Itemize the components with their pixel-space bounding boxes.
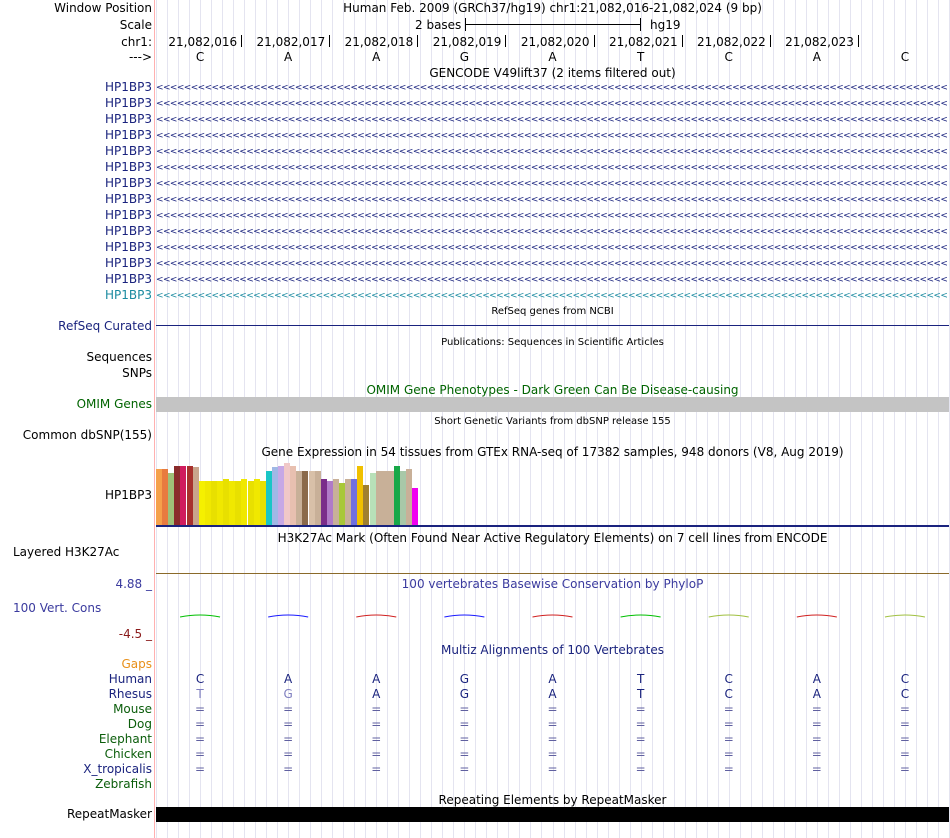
multiz-base: =	[811, 747, 822, 761]
gencode-transcript-strand-arrows[interactable]: <<<<<<<<<<<<<<<<<<<<<<<<<<<<<<<<<<<<<<<<<<<<<<<<<<<<<<<<<<<<<<<<<<<<<<<<<<<<<<<<<<<<<<<<<<<<<<<<<<<<<<<<<<<<<<<<<<	[156, 115, 948, 125]
omim-track-title: OMIM Gene Phenotypes - Dark Green Can Be Disease-causing	[366, 383, 739, 397]
h3k27ac-baseline	[156, 573, 949, 574]
gencode-transcript-strand-arrows[interactable]: <<<<<<<<<<<<<<<<<<<<<<<<<<<<<<<<<<<<<<<<<<<<<<<<<<<<<<<<<<<<<<<<<<<<<<<<<<<<<<<<<<<<<<<<<<<<<<<<<<<<<<<<<<<<<<<<<<	[156, 83, 948, 93]
publications-track-title: Publications: Sequences in Scientific Articles	[441, 337, 664, 348]
multiz-base: =	[283, 747, 294, 761]
gencode-transcript-strand-arrows[interactable]: <<<<<<<<<<<<<<<<<<<<<<<<<<<<<<<<<<<<<<<<<<<<<<<<<<<<<<<<<<<<<<<<<<<<<<<<<<<<<<<<<<<<<<<<<<<<<<<<<<<<<<<<<<<<<<<<<<	[156, 259, 948, 269]
multiz-species-label[interactable]: X_tropicalis	[83, 762, 152, 776]
multiz-species-label[interactable]: Gaps	[121, 657, 152, 671]
multiz-base: C	[900, 672, 910, 686]
multiz-base: =	[547, 717, 558, 731]
publications-snps-label[interactable]: SNPs	[122, 366, 152, 380]
multiz-base: =	[195, 702, 206, 716]
repeatmasker-track-label[interactable]: RepeatMasker	[66, 807, 152, 821]
assembly-position-text: Human Feb. 2009 (GRCh37/hg19) chr1:21,082,016-21,082,024 (9 bp)	[343, 1, 762, 15]
refseq-track-label[interactable]: RefSeq Curated	[58, 319, 152, 333]
multiz-base: =	[635, 702, 646, 716]
gencode-transcript-label[interactable]: HP1BP3	[105, 112, 152, 126]
multiz-base: =	[635, 732, 646, 746]
ruler-position-label: 21,082,017	[256, 35, 326, 49]
gtex-tissue-bar[interactable]	[241, 479, 247, 525]
multiz-base: =	[899, 762, 910, 776]
phylop-track-title: 100 vertebrates Basewise Conservation by PhyloP	[401, 577, 704, 591]
gencode-transcript-label[interactable]: HP1BP3	[105, 144, 152, 158]
multiz-base: =	[811, 762, 822, 776]
gencode-transcript-strand-arrows[interactable]: <<<<<<<<<<<<<<<<<<<<<<<<<<<<<<<<<<<<<<<<<<<<<<<<<<<<<<<<<<<<<<<<<<<<<<<<<<<<<<<<<<<<<<<<<<<<<<<<<<<<<<<<<<<<<<<<<<	[156, 291, 948, 301]
multiz-base: =	[459, 747, 470, 761]
ruler-position-label: 21,082,023	[785, 35, 854, 49]
gencode-transcript-label[interactable]: HP1BP3	[105, 240, 152, 254]
gencode-transcript-label[interactable]: HP1BP3	[105, 80, 152, 94]
ruler-tick	[505, 35, 506, 47]
multiz-base: A	[812, 672, 821, 686]
ruler-position-label: 21,082,022	[697, 35, 766, 49]
ruler-base: C	[195, 50, 205, 64]
gencode-transcript-label[interactable]: HP1BP3	[105, 288, 152, 302]
multiz-species-label[interactable]: Zebrafish	[95, 777, 152, 791]
multiz-track-title: Multiz Alignments of 100 Vertebrates	[440, 643, 665, 657]
gencode-transcript-strand-arrows[interactable]: <<<<<<<<<<<<<<<<<<<<<<<<<<<<<<<<<<<<<<<<<<<<<<<<<<<<<<<<<<<<<<<<<<<<<<<<<<<<<<<<<<<<<<<<<<<<<<<<<<<<<<<<<<<<<<<<<<	[156, 227, 948, 237]
multiz-base: =	[283, 717, 294, 731]
multiz-base: =	[371, 717, 382, 731]
ruler-base: T	[636, 50, 645, 64]
multiz-base: G	[283, 687, 293, 701]
multiz-species-label[interactable]: Rhesus	[108, 687, 152, 701]
multiz-base: =	[283, 762, 294, 776]
multiz-base: =	[459, 762, 470, 776]
ruler-tick	[682, 35, 683, 47]
gencode-transcript-strand-arrows[interactable]: <<<<<<<<<<<<<<<<<<<<<<<<<<<<<<<<<<<<<<<<<<<<<<<<<<<<<<<<<<<<<<<<<<<<<<<<<<<<<<<<<<<<<<<<<<<<<<<<<<<<<<<<<<<<<<<<<<	[156, 243, 948, 253]
multiz-species-label[interactable]: Elephant	[98, 732, 152, 746]
multiz-base: A	[548, 672, 557, 686]
gencode-transcript-label[interactable]: HP1BP3	[105, 160, 152, 174]
scale-bar	[465, 24, 641, 25]
ruler-base: C	[724, 50, 733, 64]
multiz-base: =	[195, 732, 206, 746]
multiz-base: =	[899, 732, 910, 746]
ruler-position-label: 21,082,018	[344, 35, 414, 49]
strand-label: --->	[128, 50, 152, 64]
phylop-track-label[interactable]: 100 Vert. Cons	[13, 601, 102, 615]
multiz-base: =	[371, 762, 382, 776]
multiz-base: =	[635, 762, 646, 776]
refseq-track-title: RefSeq genes from NCBI	[491, 306, 614, 317]
multiz-base: =	[371, 732, 382, 746]
phylop-plot[interactable]	[156, 605, 949, 635]
multiz-base: =	[459, 732, 470, 746]
scale-bar-right-tick	[640, 18, 641, 31]
ruler-base: A	[372, 50, 381, 64]
gtex-gene-line	[156, 525, 949, 527]
phylop-score-glyph	[268, 615, 308, 617]
gencode-transcript-label[interactable]: HP1BP3	[105, 224, 152, 238]
phylop-score-glyph	[709, 615, 749, 617]
ruler-tick	[594, 35, 595, 47]
gencode-transcript-label[interactable]: HP1BP3	[105, 128, 152, 142]
gencode-transcript-strand-arrows[interactable]: <<<<<<<<<<<<<<<<<<<<<<<<<<<<<<<<<<<<<<<<<<<<<<<<<<<<<<<<<<<<<<<<<<<<<<<<<<<<<<<<<<<<<<<<<<<<<<<<<<<<<<<<<<<<<<<<<<	[156, 163, 948, 173]
gencode-transcript-label[interactable]: HP1BP3	[105, 208, 152, 222]
phylop-score-glyph	[180, 615, 220, 617]
scale-assembly: hg19	[650, 18, 681, 32]
multiz-base: =	[635, 717, 646, 731]
publications-sequences-label[interactable]: Sequences	[86, 350, 152, 364]
ruler-position-label: 21,082,016	[168, 35, 238, 49]
multiz-base: =	[195, 762, 206, 776]
phylop-max-label: 4.88 _	[115, 577, 152, 591]
multiz-base: =	[723, 732, 734, 746]
omim-gene-bar[interactable]	[156, 397, 949, 412]
gtex-tissue-bar[interactable]	[363, 485, 369, 525]
ruler-base: A	[284, 50, 293, 64]
gtex-track-label[interactable]: HP1BP3	[105, 488, 152, 502]
gtex-tissue-bar[interactable]	[302, 471, 308, 525]
window-position-label: Window Position	[54, 1, 152, 15]
multiz-base: A	[372, 672, 381, 686]
gencode-transcript-label[interactable]: HP1BP3	[105, 272, 152, 286]
repeatmasker-element-bar[interactable]	[156, 807, 949, 822]
multiz-base: =	[723, 747, 734, 761]
multiz-base: =	[547, 762, 558, 776]
refseq-gene-line[interactable]	[156, 325, 949, 326]
multiz-base: =	[811, 702, 822, 716]
multiz-base: C	[195, 672, 205, 686]
multiz-base: C	[724, 687, 733, 701]
gencode-transcript-strand-arrows[interactable]: <<<<<<<<<<<<<<<<<<<<<<<<<<<<<<<<<<<<<<<<<<<<<<<<<<<<<<<<<<<<<<<<<<<<<<<<<<<<<<<<<<<<<<<<<<<<<<<<<<<<<<<<<<<<<<<<<<	[156, 147, 948, 157]
gencode-transcript-label[interactable]: HP1BP3	[105, 96, 152, 110]
multiz-base: T	[636, 672, 645, 686]
gtex-tissue-bar[interactable]	[412, 488, 418, 525]
ruler-base: C	[900, 50, 910, 64]
multiz-base: =	[283, 702, 294, 716]
multiz-base: =	[723, 717, 734, 731]
scale-label: Scale	[119, 18, 152, 32]
gencode-transcript-strand-arrows[interactable]: <<<<<<<<<<<<<<<<<<<<<<<<<<<<<<<<<<<<<<<<<<<<<<<<<<<<<<<<<<<<<<<<<<<<<<<<<<<<<<<<<<<<<<<<<<<<<<<<<<<<<<<<<<<<<<<<<<	[156, 131, 948, 141]
ruler-tick	[329, 35, 330, 47]
gencode-transcript-label[interactable]: HP1BP3	[105, 192, 152, 206]
multiz-base: =	[899, 747, 910, 761]
phylop-score-glyph	[797, 615, 837, 617]
gencode-track-title: GENCODE V49lift37 (2 items filtered out)	[429, 66, 676, 80]
multiz-base: A	[372, 687, 381, 701]
gencode-transcript-strand-arrows[interactable]: <<<<<<<<<<<<<<<<<<<<<<<<<<<<<<<<<<<<<<<<<<<<<<<<<<<<<<<<<<<<<<<<<<<<<<<<<<<<<<<<<<<<<<<<<<<<<<<<<<<<<<<<<<<<<<<<<<	[156, 275, 948, 285]
gencode-transcript-strand-arrows[interactable]: <<<<<<<<<<<<<<<<<<<<<<<<<<<<<<<<<<<<<<<<<<<<<<<<<<<<<<<<<<<<<<<<<<<<<<<<<<<<<<<<<<<<<<<<<<<<<<<<<<<<<<<<<<<<<<<<<<	[156, 99, 948, 109]
ruler-tick	[417, 35, 418, 47]
multiz-base: C	[724, 672, 733, 686]
multiz-base: =	[283, 732, 294, 746]
gencode-transcript-label[interactable]: HP1BP3	[105, 256, 152, 270]
multiz-base: C	[900, 687, 910, 701]
multiz-base: =	[195, 747, 206, 761]
multiz-species-label[interactable]: Dog	[127, 717, 152, 731]
scale-bar-left-tick	[465, 18, 466, 31]
chromosome-label: chr1:	[121, 35, 152, 49]
multiz-base: =	[371, 747, 382, 761]
multiz-base: =	[723, 702, 734, 716]
multiz-base: A	[284, 672, 293, 686]
label-separator	[154, 0, 155, 838]
multiz-base: =	[899, 717, 910, 731]
ruler-tick	[770, 35, 771, 47]
multiz-species-label[interactable]: Human	[108, 672, 152, 686]
multiz-base: =	[547, 732, 558, 746]
ruler-position-label: 21,082,020	[520, 35, 590, 49]
phylop-score-glyph	[533, 615, 573, 617]
multiz-species-label[interactable]: Mouse	[113, 702, 152, 716]
ruler-tick	[241, 35, 242, 47]
ruler-tick	[858, 35, 859, 47]
multiz-base: G	[459, 672, 470, 686]
multiz-base: T	[636, 687, 645, 701]
gtex-track-title: Gene Expression in 54 tissues from GTEx RNA-seq of 17382 samples, 948 donors (V8, Aug 2019)	[261, 445, 844, 459]
multiz-base: =	[459, 717, 470, 731]
ruler-position-label: 21,082,019	[432, 35, 502, 49]
multiz-base: =	[635, 747, 646, 761]
multiz-base: A	[812, 687, 821, 701]
gencode-transcript-label[interactable]: HP1BP3	[105, 176, 152, 190]
ruler-base: A	[812, 50, 821, 64]
ruler-base: A	[548, 50, 557, 64]
multiz-base: G	[459, 687, 470, 701]
gencode-transcript-strand-arrows[interactable]: <<<<<<<<<<<<<<<<<<<<<<<<<<<<<<<<<<<<<<<<<<<<<<<<<<<<<<<<<<<<<<<<<<<<<<<<<<<<<<<<<<<<<<<<<<<<<<<<<<<<<<<<<<<<<<<<<<	[156, 195, 948, 205]
dbsnp-track-label[interactable]: Common dbSNP(155)	[22, 428, 152, 442]
gtex-tissue-bar[interactable]	[180, 466, 186, 525]
phylop-score-glyph	[444, 615, 484, 617]
multiz-base: =	[547, 702, 558, 716]
ruler-base: G	[459, 50, 470, 64]
gencode-transcript-strand-arrows[interactable]: <<<<<<<<<<<<<<<<<<<<<<<<<<<<<<<<<<<<<<<<<<<<<<<<<<<<<<<<<<<<<<<<<<<<<<<<<<<<<<<<<<<<<<<<<<<<<<<<<<<<<<<<<<<<<<<<<<	[156, 211, 948, 221]
multiz-base: A	[548, 687, 557, 701]
h3k27ac-track-title: H3K27Ac Mark (Often Found Near Active Regulatory Elements) on 7 cell lines from ENCODE	[277, 531, 828, 545]
phylop-score-glyph	[356, 615, 396, 617]
multiz-species-label[interactable]: Chicken	[104, 747, 152, 761]
multiz-base: =	[811, 732, 822, 746]
scale-text: 2 bases	[415, 18, 462, 32]
multiz-base: =	[723, 762, 734, 776]
phylop-score-glyph	[621, 615, 661, 617]
multiz-base: =	[899, 702, 910, 716]
multiz-base: =	[459, 702, 470, 716]
omim-track-label[interactable]: OMIM Genes	[76, 397, 152, 411]
multiz-base: =	[371, 702, 382, 716]
multiz-base: T	[196, 687, 204, 701]
ruler-position-label: 21,082,021	[608, 35, 678, 49]
h3k27ac-track-label[interactable]: Layered H3K27Ac	[13, 545, 120, 559]
dbsnp-track-title: Short Genetic Variants from dbSNP release 155	[434, 416, 671, 427]
phylop-min-label: -4.5 _	[118, 627, 152, 641]
multiz-base: =	[547, 747, 558, 761]
multiz-base: =	[195, 717, 206, 731]
gencode-transcript-strand-arrows[interactable]: <<<<<<<<<<<<<<<<<<<<<<<<<<<<<<<<<<<<<<<<<<<<<<<<<<<<<<<<<<<<<<<<<<<<<<<<<<<<<<<<<<<<<<<<<<<<<<<<<<<<<<<<<<<<<<<<<<	[156, 179, 948, 189]
repeatmasker-track-title: Repeating Elements by RepeatMasker	[438, 793, 667, 807]
phylop-score-glyph	[885, 615, 925, 617]
multiz-base: =	[811, 717, 822, 731]
